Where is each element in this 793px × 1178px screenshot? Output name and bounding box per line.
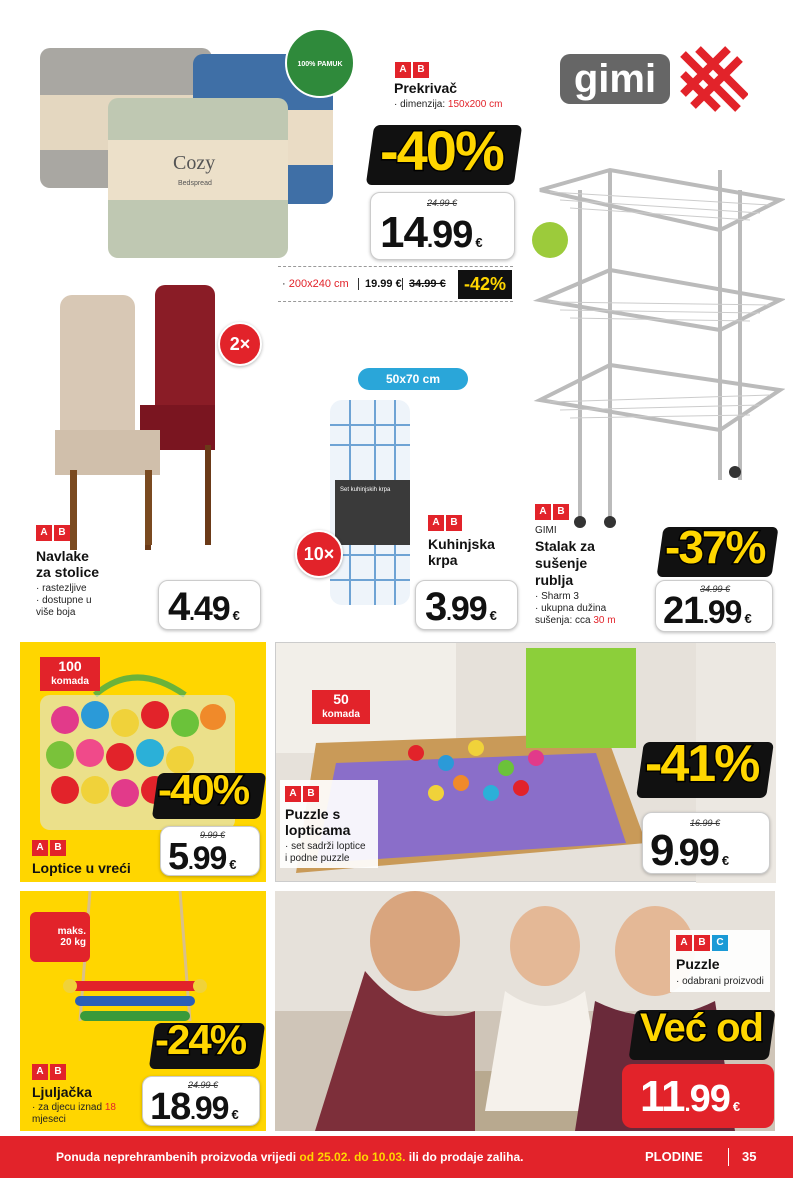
chair-bullet-3: više boja: [36, 607, 76, 618]
cotton-badge: [285, 28, 355, 98]
towel-pack-label: Set kuhinjskih krpa: [340, 487, 391, 493]
footer-page-number: 35: [742, 1149, 757, 1164]
puzzle-title: Puzzle: [676, 956, 720, 972]
towel-price: 3.99 €: [425, 585, 496, 629]
variant-discount: -42%: [458, 270, 512, 299]
dryer-title-2: sušenje: [535, 555, 588, 571]
towel-image: [320, 395, 420, 610]
variant-price: 19.99 €: [358, 278, 402, 290]
swing-price: 18.99 €: [150, 1086, 238, 1128]
swing-discount: -24%: [155, 1016, 246, 1063]
swing-weight-1: maks.: [57, 926, 86, 937]
bedspread-price: 14.99 €: [380, 208, 482, 257]
towel-qty-badge: 10×: [295, 530, 343, 578]
cotton-badge-text: 100% PAMUK: [297, 61, 343, 68]
puzzle-balls-ab: A B: [285, 786, 319, 802]
puzzle-from-label: Već od: [640, 1006, 763, 1050]
footer-divider: [728, 1148, 729, 1166]
swing-desc: · za djecu iznad 18: [32, 1102, 116, 1113]
chair-bullet-1: · rastezljive: [36, 583, 87, 594]
puzzle-balls-bullet-2: i podne puzzle: [285, 853, 350, 864]
bedspread-ab: A B: [395, 62, 429, 78]
balls-old-price: 9.99 €: [200, 830, 226, 840]
puzzle-bullet: · odabrani proizvodi: [676, 976, 764, 987]
towel-ab: A B: [428, 515, 462, 531]
variant-size: · 200x240 cm: [282, 278, 349, 290]
chair-bullet-2: · dostupne u: [36, 595, 92, 606]
towel-size-badge: 50x70 cm: [358, 368, 468, 390]
balls-discount: -40%: [158, 766, 249, 813]
bedspread-variant-row: [278, 266, 513, 302]
footer-bar: [0, 1136, 793, 1178]
bedspread-sub-label: Bedspread: [178, 180, 212, 187]
puzzle-balls-discount: -41%: [645, 735, 759, 793]
balls-ab: A B: [32, 840, 66, 856]
puzzle-balls-price: 9.99 €: [650, 826, 729, 875]
puzzle-price: 11.99 €: [640, 1072, 740, 1121]
puzzle-balls-title-1: Puzzle s: [285, 806, 341, 822]
dryer-brand: GIMI: [535, 525, 557, 536]
dryer-old-price: 34.99 €: [700, 584, 731, 594]
swing-weight-2: 20 kg: [60, 937, 86, 948]
balls-price: 5.99 €: [168, 836, 236, 878]
puzzle-balls-count-badge: [312, 690, 370, 724]
variant-old-price: 34.99 €: [402, 278, 446, 290]
gimi-logo-mark: [678, 44, 748, 114]
swing-ab: A B: [32, 1064, 66, 1080]
puzzle-balls-bullet-1: · set sadrži loptice: [285, 841, 366, 852]
swing-old-price: 24.99 €: [188, 1080, 219, 1090]
dryer-length: sušenja: cca 30 m: [535, 615, 616, 626]
puzzle-balls-old-price: 16.99 €: [690, 818, 721, 828]
chair-ab: A B: [36, 525, 70, 541]
towel-title-1: Kuhinjska: [428, 536, 495, 552]
chair-title-1: Navlake: [36, 548, 89, 564]
dryer-price: 21.99 €: [663, 590, 751, 632]
cozy-label: Cozy: [173, 152, 216, 174]
chair-price: 4.49 €: [168, 585, 239, 629]
puzzle-balls-count-unit: komada: [322, 709, 360, 720]
puzzle-balls-title-2: lopticama: [285, 822, 351, 838]
balls-title: Loptice u vreći: [32, 860, 131, 876]
gimi-logo-text-box: gimi: [560, 54, 670, 104]
footer-text: Ponuda neprehrambenih proizvoda vrijedi od 25.02. do 10.03. ili do prodaje zaliha.: [56, 1150, 524, 1164]
bedspread-old-price: 24.99 €: [427, 198, 458, 208]
dryer-discount: -37%: [665, 521, 765, 573]
bedspread-discount: -40%: [380, 119, 503, 182]
swing-desc-2: mjeseci: [32, 1114, 66, 1125]
footer-store-logo: PLODINE: [645, 1149, 703, 1164]
gimi-logo: [560, 44, 760, 114]
bedspread-title: Prekrivač: [394, 80, 458, 96]
balls-count-badge: [40, 657, 100, 691]
puzzle-balls-count-number: 50: [333, 691, 349, 707]
dryer-ab: A B: [535, 504, 569, 520]
puzzle-abc: A B C: [676, 935, 728, 951]
bedspread-desc: · dimenzija: 150x200 cm: [394, 99, 503, 110]
swing-title: Ljuljačka: [32, 1084, 92, 1100]
towel-title-2: krpa: [428, 552, 458, 568]
balls-count-number: 100: [58, 658, 82, 674]
chair-image: [55, 285, 220, 550]
dryer-bullet-2: · ukupna dužina: [535, 603, 607, 614]
chair-qty-badge: 2×: [218, 322, 262, 366]
chair-title-2: za stolice: [36, 564, 100, 580]
dryer-title-3: rublja: [535, 572, 574, 588]
dryer-image: [530, 150, 785, 530]
dryer-bullet-1: · Sharm 3: [535, 591, 579, 602]
swing-weight-badge: [30, 912, 90, 962]
dryer-title-1: Stalak za: [535, 538, 595, 554]
balls-count-unit: komada: [51, 676, 89, 687]
